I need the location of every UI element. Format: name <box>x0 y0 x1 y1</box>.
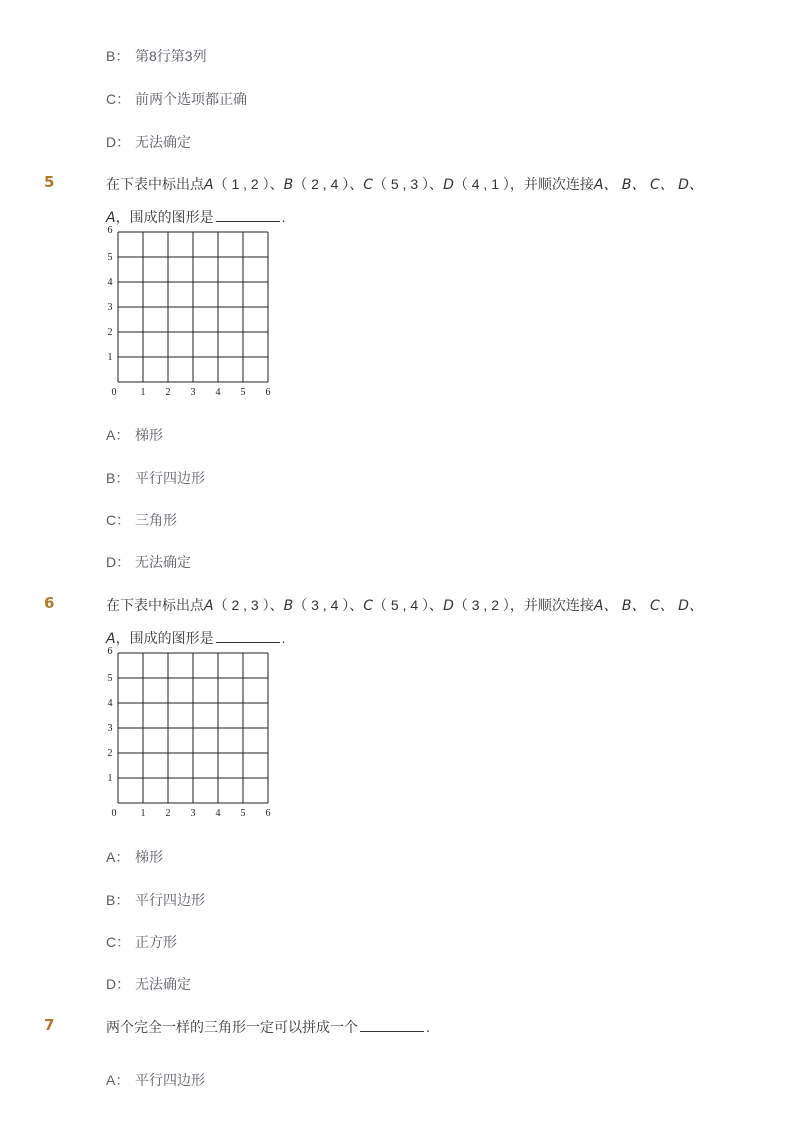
option-text: 平行四边形 <box>135 470 205 486</box>
option-label: D： <box>106 554 131 570</box>
point-d: D <box>443 177 454 193</box>
option-label: C： <box>106 934 131 950</box>
point-c: C <box>363 177 374 193</box>
x-tick-label: 0 <box>111 808 117 819</box>
coordinate-grid <box>100 226 280 406</box>
option-text: 无法确定 <box>135 554 191 570</box>
point-d-coord: （ 3 , 2 ） <box>453 597 510 613</box>
answer-blank <box>216 630 280 643</box>
point-b: B <box>283 177 294 193</box>
option-b[interactable] <box>106 46 207 66</box>
y-tick-label: 4 <box>107 277 113 288</box>
question-prefix: 两个完全一样的三角形一定可以拼成一个 <box>106 1019 358 1035</box>
option-text: 第8行第3列 <box>135 48 207 64</box>
question-number: 5 <box>44 173 55 191</box>
question-number: 6 <box>44 594 55 612</box>
point-a-coord: （ 1 , 2 ）、 <box>213 176 284 192</box>
x-tick-label: 0 <box>111 387 117 398</box>
question-connect: ，并顺次连接 <box>509 597 594 613</box>
question-text-line2 <box>106 207 285 227</box>
option-a[interactable] <box>106 1070 205 1090</box>
option-label: D： <box>106 976 131 992</box>
x-tick-label: 3 <box>190 387 196 398</box>
y-tick-label: 1 <box>107 352 113 363</box>
option-label: A： <box>106 849 130 865</box>
option-a[interactable] <box>106 847 163 867</box>
y-tick-label: 2 <box>107 327 113 338</box>
option-label: C： <box>106 512 131 528</box>
y-tick-label: 3 <box>107 723 113 734</box>
option-c[interactable] <box>106 932 177 952</box>
y-tick-label: 2 <box>107 748 113 759</box>
answer-blank <box>360 1019 424 1032</box>
option-label: B： <box>106 892 130 908</box>
option-text: 正方形 <box>135 934 177 950</box>
option-text: 前两个选项都正确 <box>135 91 247 107</box>
x-tick-label: 4 <box>215 808 221 819</box>
option-d[interactable] <box>106 974 191 994</box>
option-d[interactable] <box>106 552 191 572</box>
option-label: D： <box>106 134 131 150</box>
x-tick-label: 2 <box>165 387 171 398</box>
option-b[interactable] <box>106 468 205 488</box>
point-d-coord: （ 4 , 1 ） <box>453 176 510 192</box>
option-label: A： <box>106 427 130 443</box>
x-tick-label: 1 <box>140 387 146 398</box>
option-c[interactable] <box>106 510 177 530</box>
question-text-line2 <box>106 628 285 648</box>
point-a: A <box>204 598 214 614</box>
point-a: A <box>106 210 116 226</box>
point-d: D <box>443 598 454 614</box>
point-b-coord: （ 2 , 4 ）、 <box>293 176 364 192</box>
option-text: 三角形 <box>135 512 177 528</box>
x-tick-label: 5 <box>240 387 246 398</box>
question-prefix: 在下表中标出点 <box>106 597 204 613</box>
point-sequence: A、 B、 C、 D、 <box>593 598 703 614</box>
x-tick-label: 4 <box>215 387 221 398</box>
question-suffix: ，围成的图形是 <box>115 630 214 646</box>
option-c[interactable] <box>106 89 247 109</box>
x-tick-label: 6 <box>265 808 271 819</box>
point-a-coord: （ 2 , 3 ）、 <box>213 597 284 613</box>
question-period: . <box>281 209 286 225</box>
question-prefix: 在下表中标出点 <box>106 176 204 192</box>
y-tick-label: 6 <box>107 647 113 657</box>
option-label: C： <box>106 91 131 107</box>
y-tick-label: 1 <box>107 773 113 784</box>
option-d[interactable] <box>106 132 191 152</box>
point-c: C <box>363 598 374 614</box>
coordinate-grid <box>100 647 280 827</box>
point-b-coord: （ 3 , 4 ）、 <box>293 597 364 613</box>
option-text: 梯形 <box>135 427 163 443</box>
answer-blank <box>216 209 280 222</box>
option-a[interactable] <box>106 425 163 445</box>
option-label: A： <box>106 1072 130 1088</box>
point-sequence: A、 B、 C、 D、 <box>593 177 703 193</box>
question-period: . <box>281 630 286 646</box>
y-tick-label: 5 <box>107 673 113 684</box>
x-tick-label: 2 <box>165 808 171 819</box>
question-suffix: ，围成的图形是 <box>115 209 214 225</box>
option-label: B： <box>106 48 130 64</box>
question-number: 7 <box>44 1016 55 1034</box>
point-a: A <box>106 631 116 647</box>
question-text <box>106 1017 430 1037</box>
x-tick-label: 6 <box>265 387 271 398</box>
question-text <box>106 595 703 615</box>
option-text: 梯形 <box>135 849 163 865</box>
point-a: A <box>204 177 214 193</box>
point-c-coord: （ 5 , 3 ）、 <box>373 176 444 192</box>
x-tick-label: 1 <box>140 808 146 819</box>
option-label: B： <box>106 470 130 486</box>
question-connect: ，并顺次连接 <box>509 176 594 192</box>
option-text: 平行四边形 <box>135 1072 205 1088</box>
y-tick-label: 4 <box>107 698 113 709</box>
y-tick-label: 3 <box>107 302 113 313</box>
point-c-coord: （ 5 , 4 ）、 <box>373 597 444 613</box>
y-tick-label: 6 <box>107 226 113 236</box>
y-tick-label: 5 <box>107 252 113 263</box>
option-b[interactable] <box>106 890 205 910</box>
x-tick-label: 5 <box>240 808 246 819</box>
question-period: . <box>426 1019 430 1035</box>
question-text <box>106 174 703 194</box>
option-text: 无法确定 <box>135 134 191 150</box>
option-text: 无法确定 <box>135 976 191 992</box>
option-text: 平行四边形 <box>135 892 205 908</box>
point-b: B <box>283 598 294 614</box>
x-tick-label: 3 <box>190 808 196 819</box>
